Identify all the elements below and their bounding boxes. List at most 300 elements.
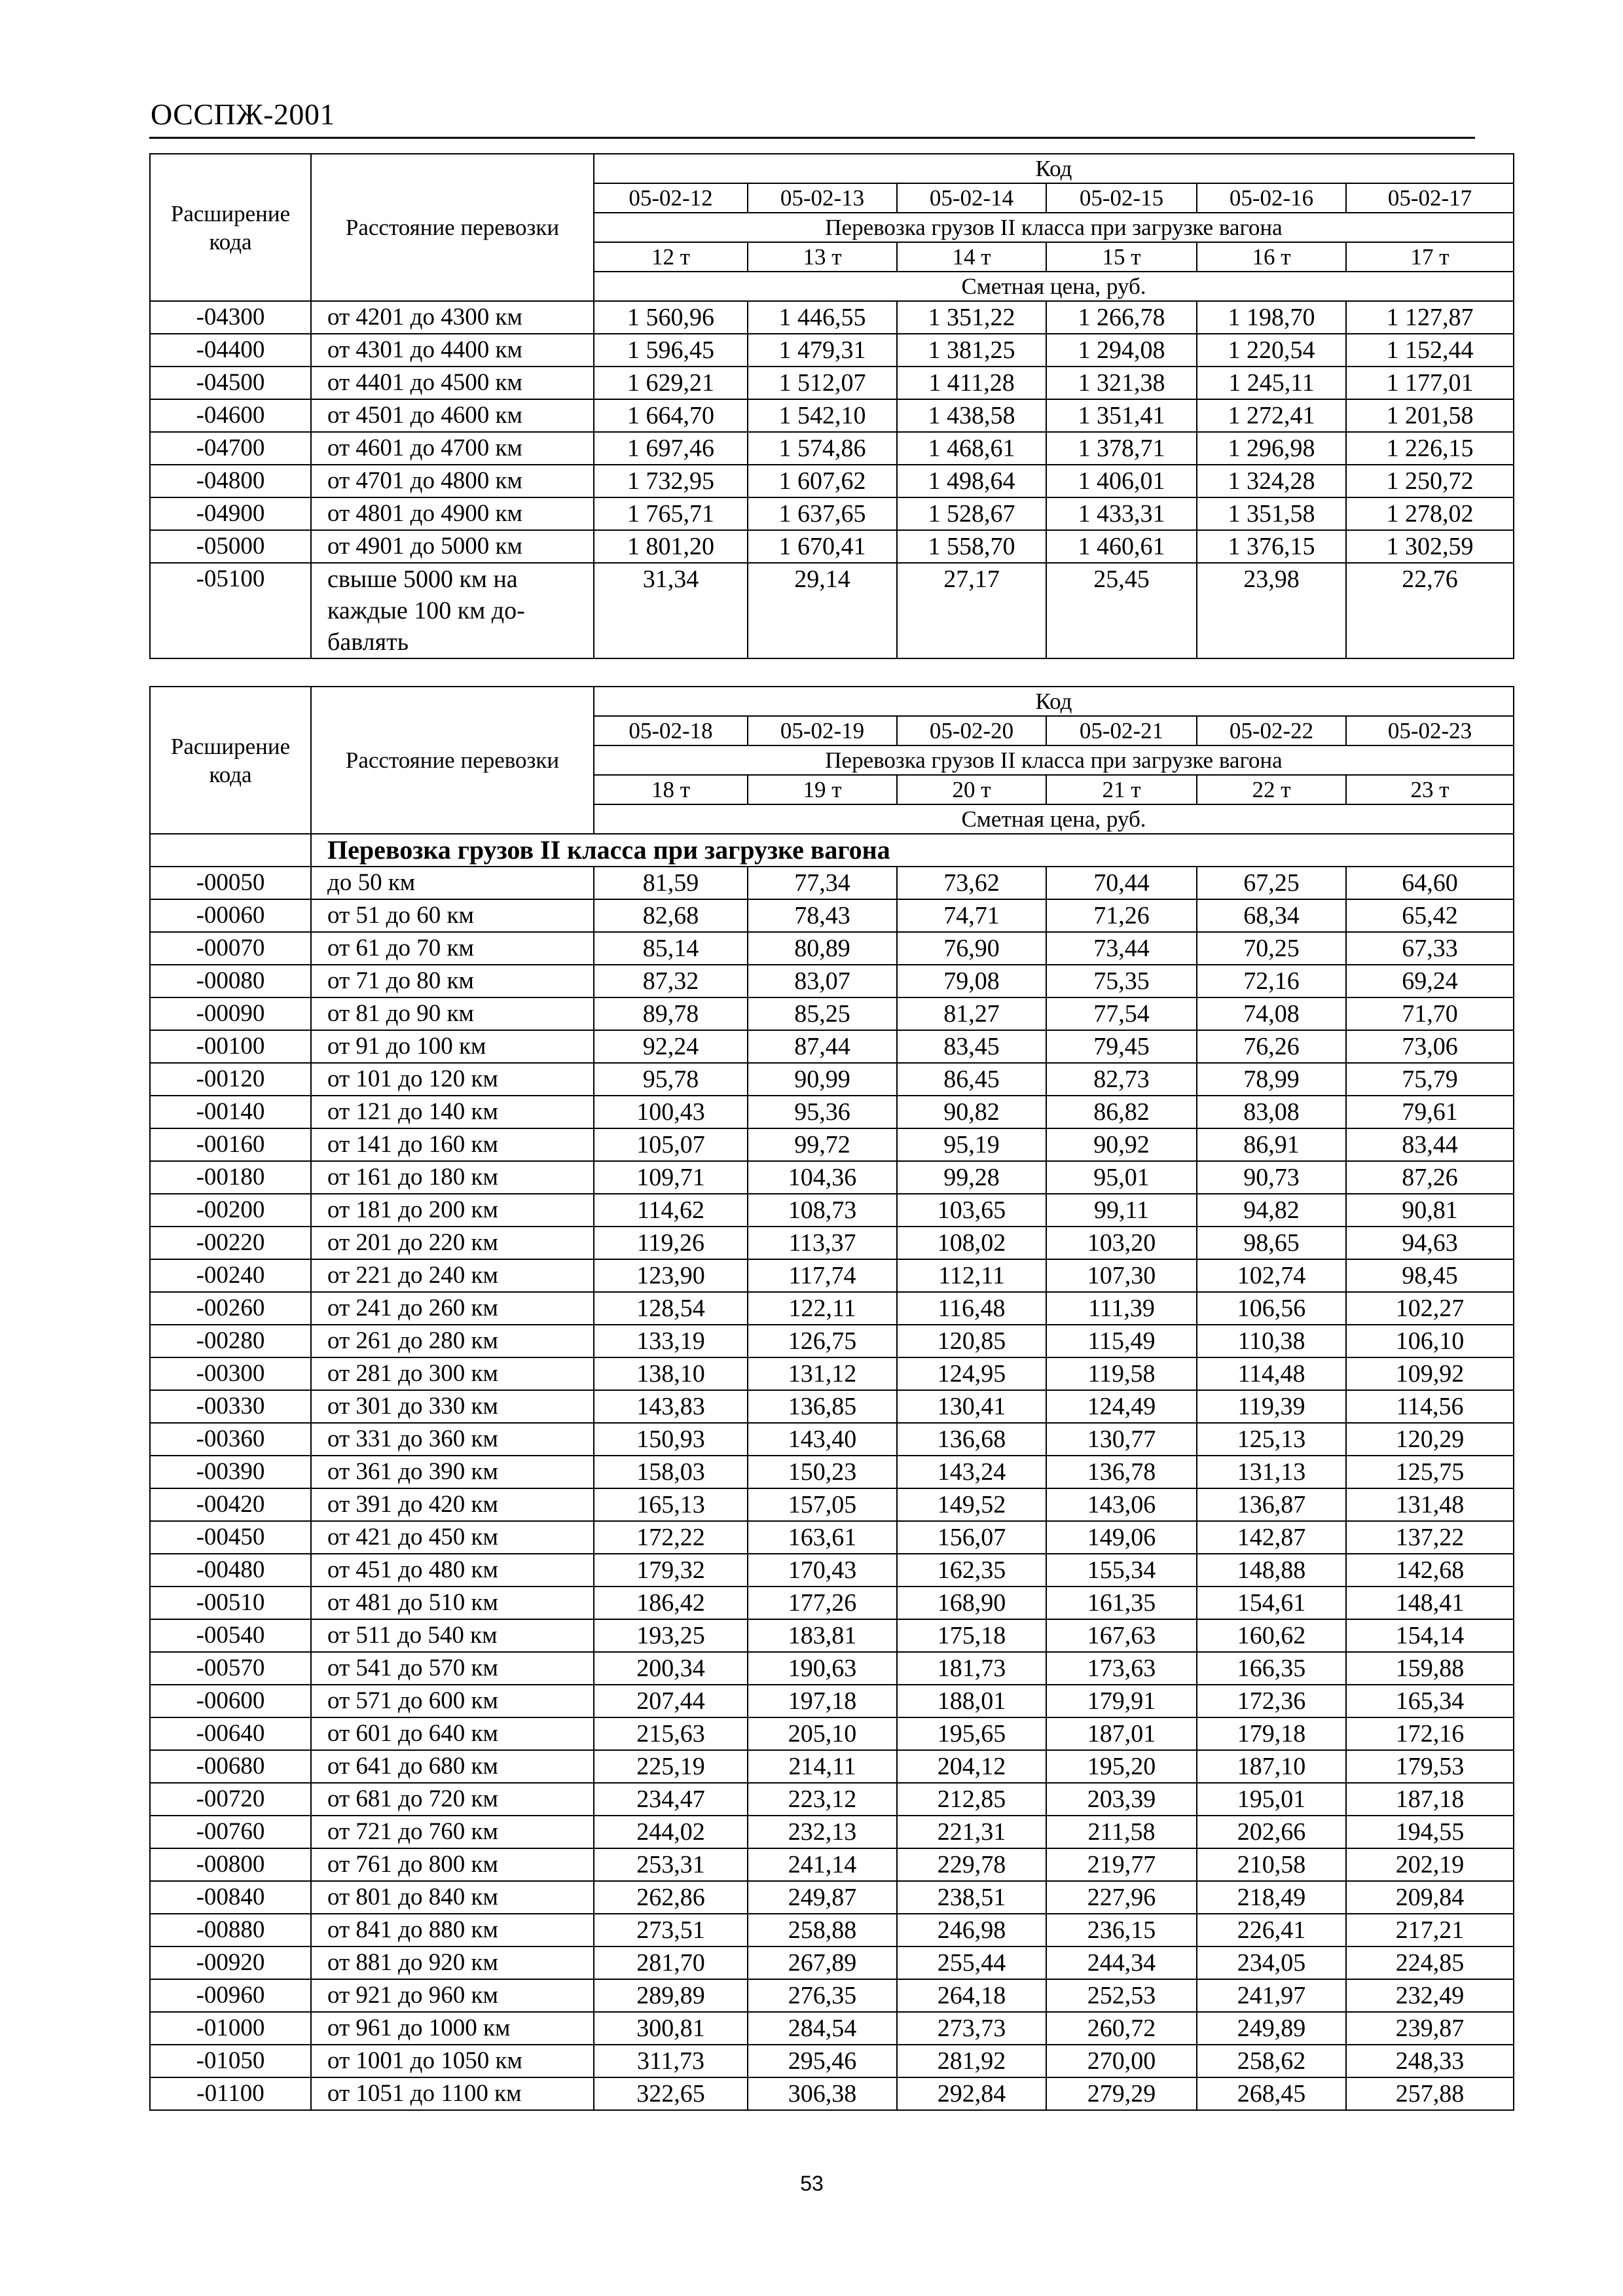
price-cell: 284,54 — [748, 2012, 897, 2045]
price-cell: 78,99 — [1197, 1063, 1346, 1096]
price-cell: 71,70 — [1346, 997, 1514, 1030]
price-cell: 142,87 — [1197, 1521, 1346, 1554]
distance-cell: от 961 до 1000 км — [311, 2012, 594, 2045]
price-cell: 1 542,10 — [748, 399, 897, 432]
price-cell: 1 596,45 — [594, 334, 748, 367]
price-cell: 1 198,70 — [1197, 301, 1346, 334]
ext-code-cell: -00180 — [150, 1161, 311, 1194]
price-cell: 103,65 — [897, 1194, 1046, 1227]
price-cell: 267,89 — [748, 1946, 897, 1979]
price-cell: 155,34 — [1046, 1554, 1197, 1587]
price-cell: 200,34 — [594, 1652, 748, 1685]
price-cell: 133,19 — [594, 1325, 748, 1357]
price-cell: 225,19 — [594, 1750, 748, 1783]
table-row — [150, 1292, 1514, 1325]
distance-cell: от 241 до 260 км — [311, 1292, 594, 1325]
price-cell: 123,90 — [594, 1259, 748, 1292]
load-header-cell: 14 т — [897, 242, 1046, 272]
price-cell: 1 697,46 — [594, 432, 748, 465]
ext-code-cell: -00960 — [150, 1979, 311, 2012]
price-cell: 109,92 — [1346, 1357, 1514, 1390]
distance-cell: от 1001 до 1050 км — [311, 2045, 594, 2077]
load-header-cell: 21 т — [1046, 775, 1197, 804]
price-cell: 260,72 — [1046, 2012, 1197, 2045]
price-cell: 81,27 — [897, 997, 1046, 1030]
table-row — [150, 1259, 1514, 1292]
price-cell: 194,55 — [1346, 1816, 1514, 1848]
distance-cell: от 391 до 420 км — [311, 1488, 594, 1521]
price-header: Сметная цена, руб. — [594, 272, 1514, 301]
ext-code-cell: -00240 — [150, 1259, 311, 1292]
price-cell: 74,08 — [1197, 997, 1346, 1030]
price-cell: 102,27 — [1346, 1292, 1514, 1325]
price-cell: 119,58 — [1046, 1357, 1197, 1390]
distance-cell: от 71 до 80 км — [311, 965, 594, 997]
price-cell: 1 250,72 — [1346, 465, 1514, 497]
table-row — [150, 1357, 1514, 1390]
price-cell: 143,40 — [748, 1423, 897, 1456]
table-row — [150, 1946, 1514, 1979]
ext-code-cell: -04900 — [150, 497, 311, 530]
table-body — [150, 301, 1514, 563]
price-cell: 104,36 — [748, 1161, 897, 1194]
price-cell: 90,99 — [748, 1063, 897, 1096]
price-cell: 86,91 — [1197, 1128, 1346, 1161]
price-cell: 172,36 — [1197, 1685, 1346, 1717]
price-cell: 143,83 — [594, 1390, 748, 1423]
price-cell: 111,39 — [1046, 1292, 1197, 1325]
price-cell: 183,81 — [748, 1619, 897, 1652]
price-cell: 102,74 — [1197, 1259, 1346, 1292]
price-cell: 179,91 — [1046, 1685, 1197, 1717]
ext-code-cell: -00160 — [150, 1128, 311, 1161]
distance-cell: от 481 до 510 км — [311, 1587, 594, 1619]
table-row — [150, 432, 1514, 465]
table-row — [150, 1030, 1514, 1063]
table-row — [150, 1194, 1514, 1227]
price-cell: 186,42 — [594, 1587, 748, 1619]
price-cell: 1 381,25 — [897, 334, 1046, 367]
ext-code-cell: -00920 — [150, 1946, 311, 1979]
price-cell: 281,70 — [594, 1946, 748, 1979]
price-cell: 64,60 — [1346, 867, 1514, 899]
price-cell: 143,24 — [897, 1456, 1046, 1488]
distance-cell: от 801 до 840 км — [311, 1881, 594, 1914]
price-cell: 112,11 — [897, 1259, 1046, 1292]
price-cell: 157,05 — [748, 1488, 897, 1521]
table-row — [150, 899, 1514, 932]
table-row — [150, 2077, 1514, 2110]
ext-code-cell: -05100 — [150, 563, 311, 658]
price-cell: 193,25 — [594, 1619, 748, 1652]
table-row — [150, 1750, 1514, 1783]
table-row — [150, 465, 1514, 497]
price-cell: 99,11 — [1046, 1194, 1197, 1227]
distance-cell: от 4201 до 4300 км — [311, 301, 594, 334]
distance-cell: от 1051 до 1100 км — [311, 2077, 594, 2110]
price-cell: 221,31 — [897, 1816, 1046, 1848]
distance-cell: от 4401 до 4500 км — [311, 367, 594, 399]
section-empty-cell — [150, 834, 311, 867]
table-row — [150, 965, 1514, 997]
code-header-cell: 05-02-16 — [1197, 183, 1346, 213]
ext-code-cell: -00330 — [150, 1390, 311, 1423]
price-cell: 131,48 — [1346, 1488, 1514, 1521]
table-row — [150, 997, 1514, 1030]
price-cell: 131,13 — [1197, 1456, 1346, 1488]
ext-code-cell: -05000 — [150, 530, 311, 563]
price-cell: 78,43 — [748, 899, 897, 932]
distance-cell: от 921 до 960 км — [311, 1979, 594, 2012]
table-row — [150, 1587, 1514, 1619]
price-cell: 281,92 — [897, 2045, 1046, 2077]
price-cell: 215,63 — [594, 1717, 748, 1750]
ext-code-cell: -01050 — [150, 2045, 311, 2077]
distance-cell: от 81 до 90 км — [311, 997, 594, 1030]
table-row — [150, 1881, 1514, 1914]
distance-cell: от 261 до 280 км — [311, 1325, 594, 1357]
distance-line: бавлять — [327, 628, 409, 656]
price-cell: 114,56 — [1346, 1390, 1514, 1423]
price-cell: 1 351,41 — [1046, 399, 1197, 432]
rates-table-1 — [149, 153, 1514, 659]
ext-code-cell: -00080 — [150, 965, 311, 997]
price-cell: 179,18 — [1197, 1717, 1346, 1750]
table-row — [150, 1423, 1514, 1456]
price-cell: 1 801,20 — [594, 530, 748, 563]
price-cell: 79,61 — [1346, 1096, 1514, 1128]
table-row — [150, 1979, 1514, 2012]
distance-cell: от 51 до 60 км — [311, 899, 594, 932]
price-cell: 292,84 — [897, 2077, 1046, 2110]
price-cell: 270,00 — [1046, 2045, 1197, 2077]
distance-cell: от 281 до 300 км — [311, 1357, 594, 1390]
price-cell: 95,19 — [897, 1128, 1046, 1161]
distance-cell: от 91 до 100 км — [311, 1030, 594, 1063]
price-cell: 154,61 — [1197, 1587, 1346, 1619]
price-cell: 108,02 — [897, 1227, 1046, 1259]
price-cell: 244,34 — [1046, 1946, 1197, 1979]
price-cell: 1 607,62 — [748, 465, 897, 497]
price-cell: 128,54 — [594, 1292, 748, 1325]
table-row — [150, 1227, 1514, 1259]
price-cell: 79,45 — [1046, 1030, 1197, 1063]
price-cell: 119,39 — [1197, 1390, 1346, 1423]
price-cell: 217,21 — [1346, 1914, 1514, 1946]
distance-cell: от 4701 до 4800 км — [311, 465, 594, 497]
price-cell: 113,37 — [748, 1227, 897, 1259]
price-cell: 81,59 — [594, 867, 748, 899]
ext-code-cell: -00100 — [150, 1030, 311, 1063]
ext-code-cell: -00570 — [150, 1652, 311, 1685]
code-header-cell: 05-02-15 — [1046, 183, 1197, 213]
price-cell: 175,18 — [897, 1619, 1046, 1652]
price-cell: 150,93 — [594, 1423, 748, 1456]
ext-code-cell: -00760 — [150, 1816, 311, 1848]
price-cell: 120,85 — [897, 1325, 1046, 1357]
distance-cell: от 4901 до 5000 км — [311, 530, 594, 563]
price-cell: 67,33 — [1346, 932, 1514, 965]
distance-line: свыше 5000 км на — [327, 565, 518, 593]
price-cell: 1 201,58 — [1346, 399, 1514, 432]
price-cell: 248,33 — [1346, 2045, 1514, 2077]
price-cell: 149,52 — [897, 1488, 1046, 1521]
price-cell: 114,48 — [1197, 1357, 1346, 1390]
table-row — [150, 1161, 1514, 1194]
price-cell: 273,51 — [594, 1914, 748, 1946]
price-cell: 234,47 — [594, 1783, 748, 1816]
ext-code-cell: -04700 — [150, 432, 311, 465]
distance-cell: от 4801 до 4900 км — [311, 497, 594, 530]
price-cell: 161,35 — [1046, 1587, 1197, 1619]
code-label: Код — [594, 154, 1514, 183]
price-header: Сметная цена, руб. — [594, 804, 1514, 834]
price-cell: 1 272,41 — [1197, 399, 1346, 432]
distance-cell: от 571 до 600 км — [311, 1685, 594, 1717]
price-cell: 1 765,71 — [594, 497, 748, 530]
price-cell: 95,01 — [1046, 1161, 1197, 1194]
price-cell: 165,13 — [594, 1488, 748, 1521]
distance-cell: от 221 до 240 км — [311, 1259, 594, 1292]
price-cell: 223,12 — [748, 1783, 897, 1816]
price-cell: 1 152,44 — [1346, 334, 1514, 367]
price-cell: 279,29 — [1046, 2077, 1197, 2110]
table-row — [150, 530, 1514, 563]
section-title: Перевозка грузов II класса при загрузке вагона — [311, 834, 1514, 867]
price-cell: 98,45 — [1346, 1259, 1514, 1292]
price-cell: 167,63 — [1046, 1619, 1197, 1652]
price-cell: 103,20 — [1046, 1227, 1197, 1259]
price-cell: 268,45 — [1197, 2077, 1346, 2110]
page-number: 53 — [800, 2172, 824, 2195]
price-cell: 1 177,01 — [1346, 367, 1514, 399]
price-cell: 114,62 — [594, 1194, 748, 1227]
price-cell: 1 324,28 — [1197, 465, 1346, 497]
code-header-cell: 05-02-22 — [1197, 716, 1346, 745]
price-cell: 122,11 — [748, 1292, 897, 1325]
price-cell: 236,15 — [1046, 1914, 1197, 1946]
distance-cell: от 331 до 360 км — [311, 1423, 594, 1456]
price-cell: 150,23 — [748, 1456, 897, 1488]
ext-code-cell: -00050 — [150, 867, 311, 899]
distance-cell: от 4501 до 4600 км — [311, 399, 594, 432]
price-cell: 73,44 — [1046, 932, 1197, 965]
price-cell: 1 226,15 — [1346, 432, 1514, 465]
table-row — [150, 1063, 1514, 1096]
price-cell: 1 446,55 — [748, 301, 897, 334]
table-row — [150, 367, 1514, 399]
code-header-cell: 05-02-12 — [594, 183, 748, 213]
price-cell: 120,29 — [1346, 1423, 1514, 1456]
distance-cell: от 4601 до 4700 км — [311, 432, 594, 465]
price-cell: 136,87 — [1197, 1488, 1346, 1521]
price-cell: 90,73 — [1197, 1161, 1346, 1194]
price-cell: 117,74 — [748, 1259, 897, 1292]
price-cell: 218,49 — [1197, 1881, 1346, 1914]
price-cell: 23,98 — [1197, 563, 1346, 658]
price-cell: 177,26 — [748, 1587, 897, 1619]
price-cell: 232,49 — [1346, 1979, 1514, 2012]
price-cell: 119,26 — [594, 1227, 748, 1259]
price-cell: 241,14 — [748, 1848, 897, 1881]
distance-cell: от 721 до 760 км — [311, 1816, 594, 1848]
table-body — [150, 867, 1514, 2110]
price-cell: 115,49 — [1046, 1325, 1197, 1357]
price-cell: 311,73 — [594, 2045, 748, 2077]
price-cell: 99,72 — [748, 1128, 897, 1161]
price-cell: 190,63 — [748, 1652, 897, 1685]
table-row — [150, 1816, 1514, 1848]
price-cell: 83,44 — [1346, 1128, 1514, 1161]
distance-cell: от 451 до 480 км — [311, 1554, 594, 1587]
section-title-row — [150, 834, 1514, 867]
price-cell: 100,43 — [594, 1096, 748, 1128]
price-cell: 257,88 — [1346, 2077, 1514, 2110]
price-cell: 25,45 — [1046, 563, 1197, 658]
price-cell: 65,42 — [1346, 899, 1514, 932]
price-cell: 1 468,61 — [897, 432, 1046, 465]
price-cell: 107,30 — [1046, 1259, 1197, 1292]
price-cell: 110,38 — [1197, 1325, 1346, 1357]
price-cell: 94,63 — [1346, 1227, 1514, 1259]
price-cell: 136,68 — [897, 1423, 1046, 1456]
ext-code-cell: -00140 — [150, 1096, 311, 1128]
price-cell: 71,26 — [1046, 899, 1197, 932]
price-cell: 1 376,15 — [1197, 530, 1346, 563]
table-row — [150, 1619, 1514, 1652]
price-cell: 197,18 — [748, 1685, 897, 1717]
price-cell: 300,81 — [594, 2012, 748, 2045]
price-cell: 136,85 — [748, 1390, 897, 1423]
load-header-cell: 20 т — [897, 775, 1046, 804]
price-cell: 82,68 — [594, 899, 748, 932]
table-row — [150, 1783, 1514, 1816]
load-header-cell: 17 т — [1346, 242, 1514, 272]
price-cell: 187,01 — [1046, 1717, 1197, 1750]
distance-cell: от 511 до 540 км — [311, 1619, 594, 1652]
price-cell: 99,28 — [897, 1161, 1046, 1194]
price-cell: 241,97 — [1197, 1979, 1346, 2012]
price-cell: 238,51 — [897, 1881, 1046, 1914]
price-cell: 106,56 — [1197, 1292, 1346, 1325]
price-cell: 306,38 — [748, 2077, 897, 2110]
ext-code-header: Расширение кода — [150, 687, 311, 834]
price-cell: 159,88 — [1346, 1652, 1514, 1685]
price-cell: 148,41 — [1346, 1587, 1514, 1619]
code-header-cell: 05-02-19 — [748, 716, 897, 745]
price-cell: 166,35 — [1197, 1652, 1346, 1685]
distance-cell: от 181 до 200 км — [311, 1194, 594, 1227]
class-header: Перевозка грузов II класса при загрузке вагона — [594, 213, 1514, 242]
code-header-cell: 05-02-23 — [1346, 716, 1514, 745]
price-cell: 27,17 — [897, 563, 1046, 658]
price-cell: 1 294,08 — [1046, 334, 1197, 367]
price-cell: 214,11 — [748, 1750, 897, 1783]
price-cell: 1 670,41 — [748, 530, 897, 563]
ext-code-cell: -00260 — [150, 1292, 311, 1325]
distance-cell: от 421 до 450 км — [311, 1521, 594, 1554]
table-row — [150, 1848, 1514, 1881]
ext-code-cell: -00300 — [150, 1357, 311, 1390]
distance-cell-multiline — [311, 563, 594, 658]
price-cell: 244,02 — [594, 1816, 748, 1848]
class-header: Перевозка грузов II класса при загрузке вагона — [594, 745, 1514, 775]
price-cell: 125,75 — [1346, 1456, 1514, 1488]
table-row — [150, 1488, 1514, 1521]
ext-code-cell: -00510 — [150, 1587, 311, 1619]
code-header-cell: 05-02-21 — [1046, 716, 1197, 745]
table-row — [150, 1554, 1514, 1587]
distance-cell: от 201 до 220 км — [311, 1227, 594, 1259]
ext-code-header: Расширение кода — [150, 154, 311, 301]
price-cell: 1 266,78 — [1046, 301, 1197, 334]
price-cell: 246,98 — [897, 1914, 1046, 1946]
ext-code-cell: -04500 — [150, 367, 311, 399]
document-header-title: ОССПЖ-2001 — [151, 98, 335, 131]
price-cell: 130,77 — [1046, 1423, 1197, 1456]
ext-code-cell: -00480 — [150, 1554, 311, 1587]
price-cell: 31,34 — [594, 563, 748, 658]
price-cell: 229,78 — [897, 1848, 1046, 1881]
price-cell: 276,35 — [748, 1979, 897, 2012]
price-cell: 1 438,58 — [897, 399, 1046, 432]
price-cell: 1 351,58 — [1197, 497, 1346, 530]
price-cell: 258,62 — [1197, 2045, 1346, 2077]
table-row — [150, 1456, 1514, 1488]
code-header-cell: 05-02-13 — [748, 183, 897, 213]
price-cell: 67,25 — [1197, 867, 1346, 899]
distance-cell: от 541 до 570 км — [311, 1652, 594, 1685]
table-row — [150, 1914, 1514, 1946]
price-cell: 258,88 — [748, 1914, 897, 1946]
price-cell: 124,95 — [897, 1357, 1046, 1390]
ext-code-cell: -00220 — [150, 1227, 311, 1259]
distance-cell: от 641 до 680 км — [311, 1750, 594, 1783]
price-cell: 80,89 — [748, 932, 897, 965]
price-cell: 116,48 — [897, 1292, 1046, 1325]
price-cell: 289,89 — [594, 1979, 748, 2012]
price-cell: 179,53 — [1346, 1750, 1514, 1783]
price-cell: 76,26 — [1197, 1030, 1346, 1063]
table-row — [150, 563, 1514, 658]
ext-code-cell: -04300 — [150, 301, 311, 334]
price-cell: 226,41 — [1197, 1914, 1346, 1946]
load-header-cell: 15 т — [1046, 242, 1197, 272]
price-cell: 204,12 — [897, 1750, 1046, 1783]
price-cell: 90,92 — [1046, 1128, 1197, 1161]
price-cell: 68,34 — [1197, 899, 1346, 932]
distance-cell: до 50 км — [311, 867, 594, 899]
ext-code-cell: -00640 — [150, 1717, 311, 1750]
price-cell: 87,44 — [748, 1030, 897, 1063]
table-row — [150, 1390, 1514, 1423]
distance-cell: от 301 до 330 км — [311, 1390, 594, 1423]
price-cell: 87,32 — [594, 965, 748, 997]
price-cell: 210,58 — [1197, 1848, 1346, 1881]
price-cell: 179,32 — [594, 1554, 748, 1587]
table-row — [150, 1717, 1514, 1750]
distance-header: Расстояние перевозки — [311, 154, 594, 301]
distance-cell: от 61 до 70 км — [311, 932, 594, 965]
price-cell: 172,22 — [594, 1521, 748, 1554]
price-cell: 188,01 — [897, 1685, 1046, 1717]
price-cell: 1 245,11 — [1197, 367, 1346, 399]
price-cell: 1 411,28 — [897, 367, 1046, 399]
price-cell: 86,82 — [1046, 1096, 1197, 1128]
price-cell: 148,88 — [1197, 1554, 1346, 1587]
price-cell: 224,85 — [1346, 1946, 1514, 1979]
price-cell: 74,71 — [897, 899, 1046, 932]
